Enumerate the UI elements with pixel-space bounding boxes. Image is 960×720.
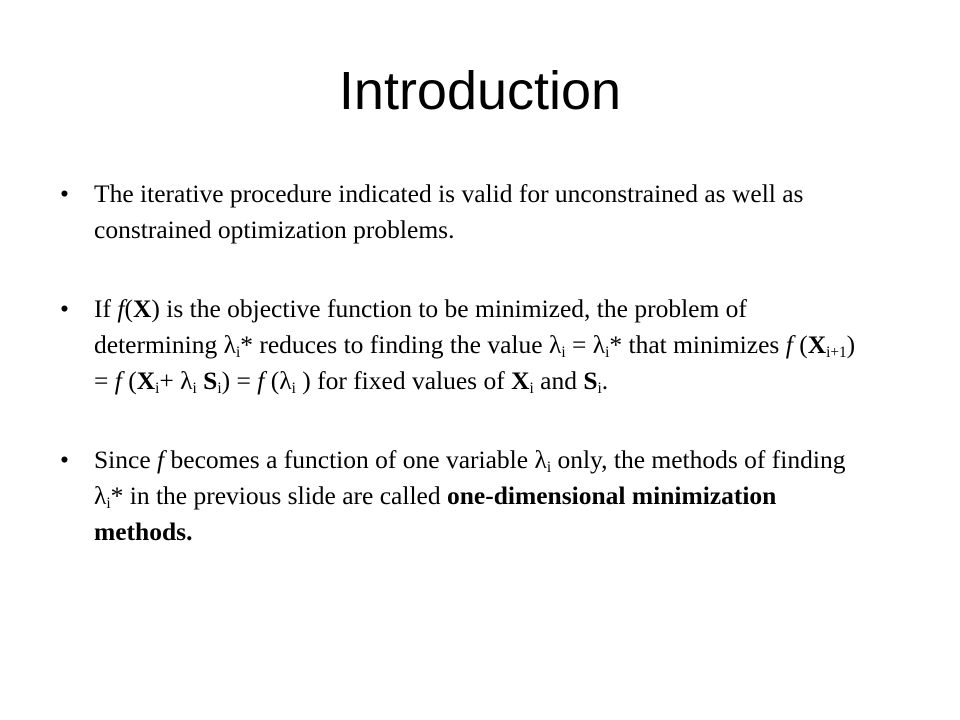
lambda-symbol: λ [223,330,236,359]
lambda-symbol: λ [279,366,292,395]
star-symbol: * [240,330,253,359]
text-fragment: . [601,366,609,395]
vector-symbol: X [132,294,152,323]
text-fragment: + [159,366,181,395]
subscript: i [561,343,566,361]
vector-symbol: X [511,366,530,395]
lambda-symbol: λ [94,481,107,510]
bullet-list [60,176,870,593]
lambda-symbol: λ [548,330,562,359]
lambda-symbol: λ [534,445,547,474]
function-symbol: f [114,366,122,395]
text-fragment: = [565,330,593,359]
subscript: i [192,379,197,397]
vector-symbol: S [583,366,598,395]
text-fragment: = [230,366,258,395]
text-fragment: = [94,366,115,395]
function-symbol: f [257,366,265,395]
text-fragment: in the previous slide are called [123,481,447,510]
subscript: i [155,379,160,397]
text-fragment: reduces to finding the value [252,330,549,359]
text-fragment: ( [264,366,280,395]
vector-symbol: X [136,366,156,395]
lambda-symbol: λ [592,330,606,359]
text-fragment: Since [94,445,158,474]
text-fragment: only, the methods of finding [551,445,846,474]
function-symbol: f [785,330,793,359]
subscript: i [291,379,296,397]
lambda-symbol: λ [180,366,193,395]
text-fragment: ( [124,294,133,323]
text-fragment: ) for fixed values of [295,366,512,395]
text-fragment: ) [846,330,856,359]
subscript: i [546,458,552,476]
text-fragment: ) is the objective function to be minimized, the problem of determining [94,294,747,359]
text-fragment: ) [221,366,231,395]
function-symbol: f [157,445,165,474]
bullet-item-3 [60,442,870,550]
function-symbol: f [117,294,125,323]
bullet-text: The iterative procedure indicated is valid for unconstrained as well as constrained optimization problems. [94,179,804,244]
vector-symbol: X [807,330,827,359]
subscript: i+1 [826,343,847,361]
vector-symbol: S [203,366,218,395]
subscript: i [529,379,534,397]
text-fragment: ( [121,366,137,395]
text-fragment: becomes a function of one variable [164,445,535,474]
star-symbol: * [609,330,623,359]
bold-phrase: one-dimensional minimization methods. [94,481,777,546]
subscript: i [106,494,111,512]
bullet-item-2 [60,291,870,399]
subscript: i [235,343,241,361]
slide-title: Introduction [338,61,622,121]
subscript: i [597,379,602,397]
text-fragment: If [94,294,118,323]
subscript: i [605,343,610,361]
bullet-item-1 [60,176,870,248]
star-symbol: * [110,481,124,510]
text-fragment: and [540,366,584,395]
text-fragment: that minimizes [622,330,786,359]
subscript: i [217,379,222,397]
text-fragment: ( [792,330,808,359]
